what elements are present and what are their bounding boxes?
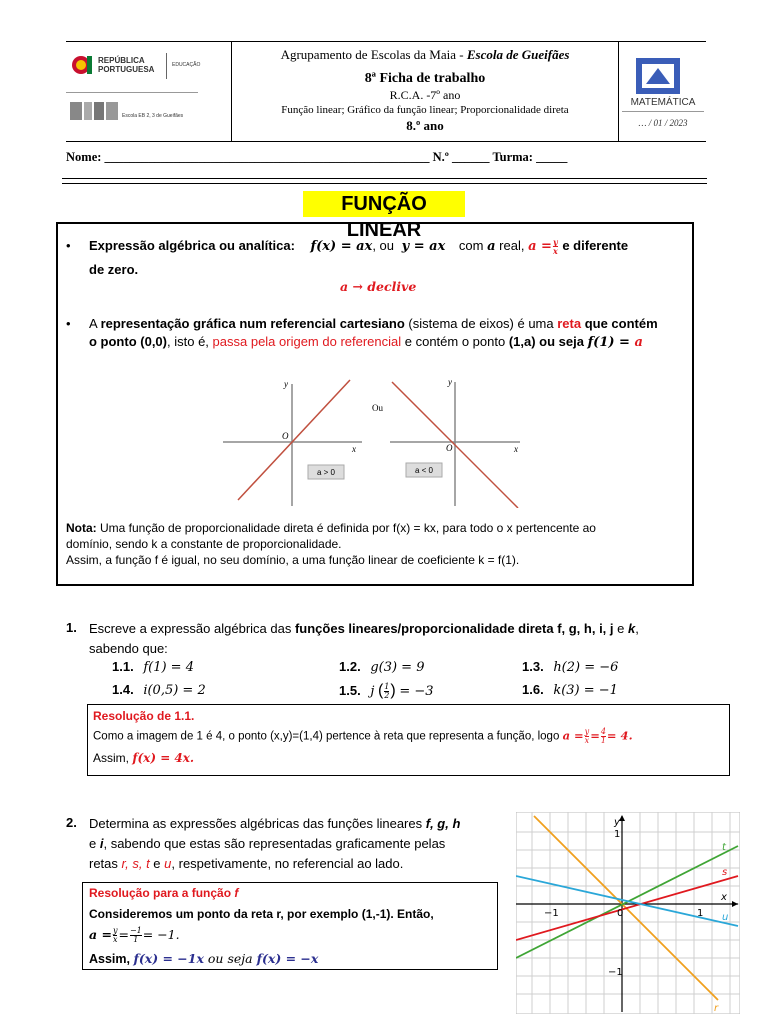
right-condition: a < 0 — [414, 466, 434, 475]
label-s: s — [722, 867, 728, 878]
flag-emblem-icon — [72, 53, 94, 77]
left-condition: a > 0 — [316, 468, 336, 477]
q1-statement: Escreve a expressão algébrica das funções lineares/proporcionalidade direta f, g, h, i, j e k, sabendo que: — [89, 621, 639, 656]
right-origin-label: O — [446, 443, 453, 453]
right-y-label: y — [448, 377, 452, 387]
note-text: Nota: Uma função de proporcionalidade direta é definida por f(x) = kx, para todo o x pertencente ao domínio, sendo k a constante de proporcionalidade. Assim, a função f é igual, no seu domínio, a uma função linear de coeficiente k = f(1). — [66, 521, 596, 567]
republica-portuguesa-logo — [72, 53, 202, 81]
page-title: FUNÇÃO LINEAR — [303, 191, 465, 217]
school-logo — [70, 100, 200, 128]
republica-text: REPÚBLICA PORTUGUESA — [98, 56, 155, 74]
name-line: Nome: ____________________________________________________ N.º ______ Turma: _____ — [66, 150, 568, 164]
q2-x-tick-1: 1 — [697, 908, 704, 919]
label-r: r — [714, 1003, 719, 1014]
q2-resolution-line3: Assim, f(x) = −1x ou seja f(x) = −x — [89, 951, 319, 966]
q2-resolution-title: Resolução para a função f — [89, 886, 239, 900]
q2-x-label: x — [721, 892, 727, 903]
q2-number: 2. — [66, 815, 77, 830]
right-x-label: x — [514, 444, 518, 454]
declive-text: a → declive — [340, 279, 417, 294]
grade-text: 8.º ano — [406, 118, 444, 133]
date-field: … / 01 / 2023 — [638, 118, 688, 128]
line-positive-slope — [238, 380, 350, 500]
educacao-text: EDUCAÇÃO — [172, 62, 201, 68]
q1-item-1-3: 1.3. h(2) = −6 — [522, 659, 619, 675]
q1-item-1-4: 1.4. i(0,5) = 2 — [112, 682, 206, 698]
sheet-title: 8ª Ficha de trabalho — [364, 71, 486, 86]
q2-origin: 0 — [617, 908, 624, 919]
or-label: Ou — [372, 403, 383, 413]
q2-y-tick-1: 1 — [614, 829, 621, 840]
q2-y-tick-minus1: −1 — [608, 967, 623, 978]
algebraic-expression-line: Expressão algébrica ou analítica: f(x) = ax, ou y = ax com a real, a = $\frac{y}{x}$ e diferente — [89, 237, 629, 257]
bullet-graphic: • — [66, 316, 71, 331]
math-emblem-icon — [636, 58, 680, 94]
q1-number: 1. — [66, 620, 77, 635]
q2-resolution-line2: a = $\frac{y}{x}$ = $\frac{-1}{1}$ = −1. — [89, 926, 180, 945]
school-logo-text: Escola EB 2, 3 de Gueifães — [122, 113, 184, 119]
label-t: t — [722, 842, 726, 853]
school-emblem-icon — [70, 100, 120, 122]
q1-item-1-6: 1.6. k(3) = −1 — [522, 682, 618, 698]
q1-resolution-line2: Assim, f(x) = 4x. — [93, 751, 195, 765]
q1-resolution-line1: Como a imagem de 1 é 4, o ponto (x,y)=(1,4) pertence à reta que representa a função, logo a = $\frac{y}{x}$ = $\frac{4}{1}$ = 4. — [93, 727, 633, 745]
q2-resolution-line1: Consideremos um ponto da reta r, por exemplo (1,-1). Então, — [89, 907, 434, 921]
q1-item-1-1: 1.1. f(1) = 4 — [112, 659, 194, 675]
q2-statement: Determina as expressões algébricas das funções lineares f, g, h e i, sabendo que estas são representadas graficamente pelas retas r, s, t e u, respetivamente, no referencial ao lado. — [89, 816, 461, 871]
q2-y-label: y — [614, 817, 620, 828]
school-name: Agrupamento de Escolas da Maia - Escola de Gueifães — [280, 47, 570, 62]
q1-item-1-5: 1.5. j ( $\frac{1}{2}$ ) = −3 — [339, 682, 434, 701]
linear-function-graphs — [220, 376, 540, 508]
q2-line-graph — [516, 812, 740, 1014]
q1-resolution-title: Resolução de 1.1. — [93, 709, 195, 723]
left-x-label: x — [352, 444, 356, 454]
left-y-label: y — [284, 379, 288, 389]
zero-text: de zero. — [89, 262, 139, 277]
label-u: u — [722, 912, 729, 923]
rca-text: R.C.A. -7º ano — [389, 88, 461, 102]
graphic-representation-text: A representação gráfica num referencial cartesiano (sistema de eixos) é uma reta que contém o ponto (0,0), isto é, passa pela origem do referencial e contém o ponto (1,a) ou seja f(1) = a — [89, 316, 658, 350]
topics-text: Função linear; Gráfico da função linear; Proporcionalidade direta — [281, 104, 569, 116]
left-origin-label: O — [282, 431, 289, 441]
bullet-algebraic: • — [66, 238, 71, 253]
math-logo-text: MATEMÁTICA — [630, 97, 696, 108]
q1-item-1-2: 1.2. g(3) = 9 — [339, 659, 425, 675]
math-logo — [636, 58, 680, 94]
q2-x-tick-minus1: −1 — [544, 908, 559, 919]
